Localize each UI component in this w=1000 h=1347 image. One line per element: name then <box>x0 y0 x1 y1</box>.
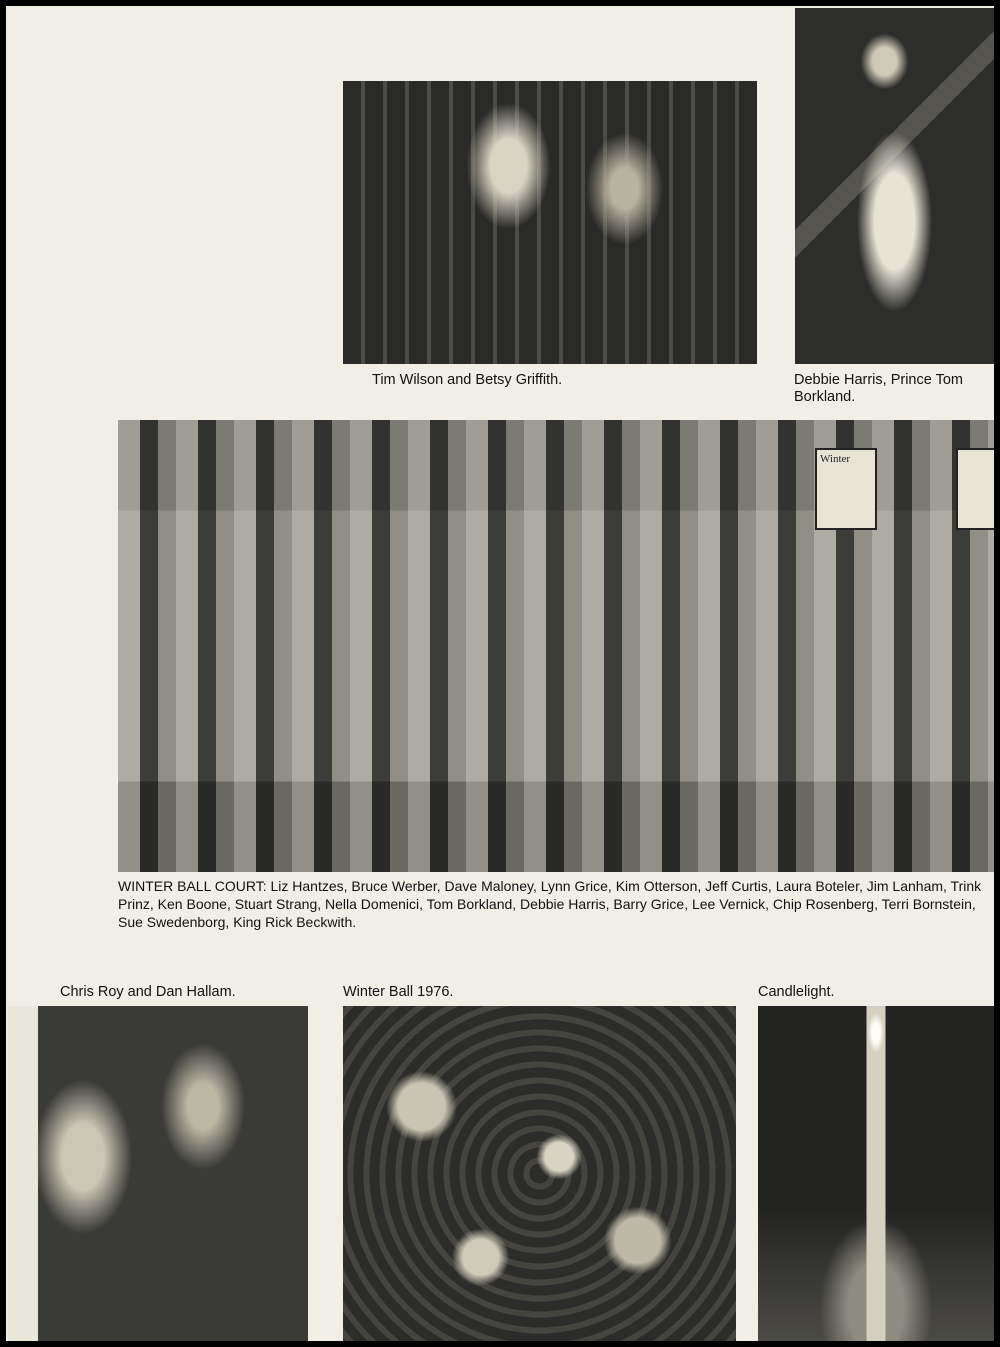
photo-chris-roy-dan-hallam <box>8 1006 308 1341</box>
caption-photo6: Candlelight. <box>758 984 835 1000</box>
winter-sign-text: Winter <box>820 453 851 465</box>
caption-photo5: Winter Ball 1976. <box>343 984 454 1000</box>
caption-photo3: WINTER BALL COURT: Liz Hantzes, Bruce Werber, Dave Maloney, Lynn Grice, Kim Otterson, Jeff Curtis, Laura Boteler, Jim Lanham, Trink Prinz, Ken Boone, Stuart Strang, Nella Domenici, Tom Borkland, Debbie Harris, Barry Grice, Lee Vernick, Chip Rosenberg, Terri Bornstein, Sue Swedenborg, King Rick Beckwith. <box>118 878 982 930</box>
photo-candlelight <box>758 1006 994 1341</box>
photo-winter-ball-court <box>118 420 994 872</box>
caption-photo2: Debbie Harris, Prince Tom Borkland. <box>794 372 963 405</box>
caption-photo1: Tim Wilson and Betsy Griffith. <box>372 372 563 388</box>
winter-sign <box>815 448 877 530</box>
caption-photo4: Chris Roy and Dan Hallam. <box>60 984 236 1000</box>
photo-debbie-harris-tom-borkland <box>795 8 994 364</box>
photo-winter-ball-1976 <box>343 1006 736 1341</box>
winter-sign-2 <box>956 448 994 530</box>
yearbook-page <box>6 6 994 1341</box>
photo-tim-wilson-betsy-griffith <box>343 81 757 364</box>
